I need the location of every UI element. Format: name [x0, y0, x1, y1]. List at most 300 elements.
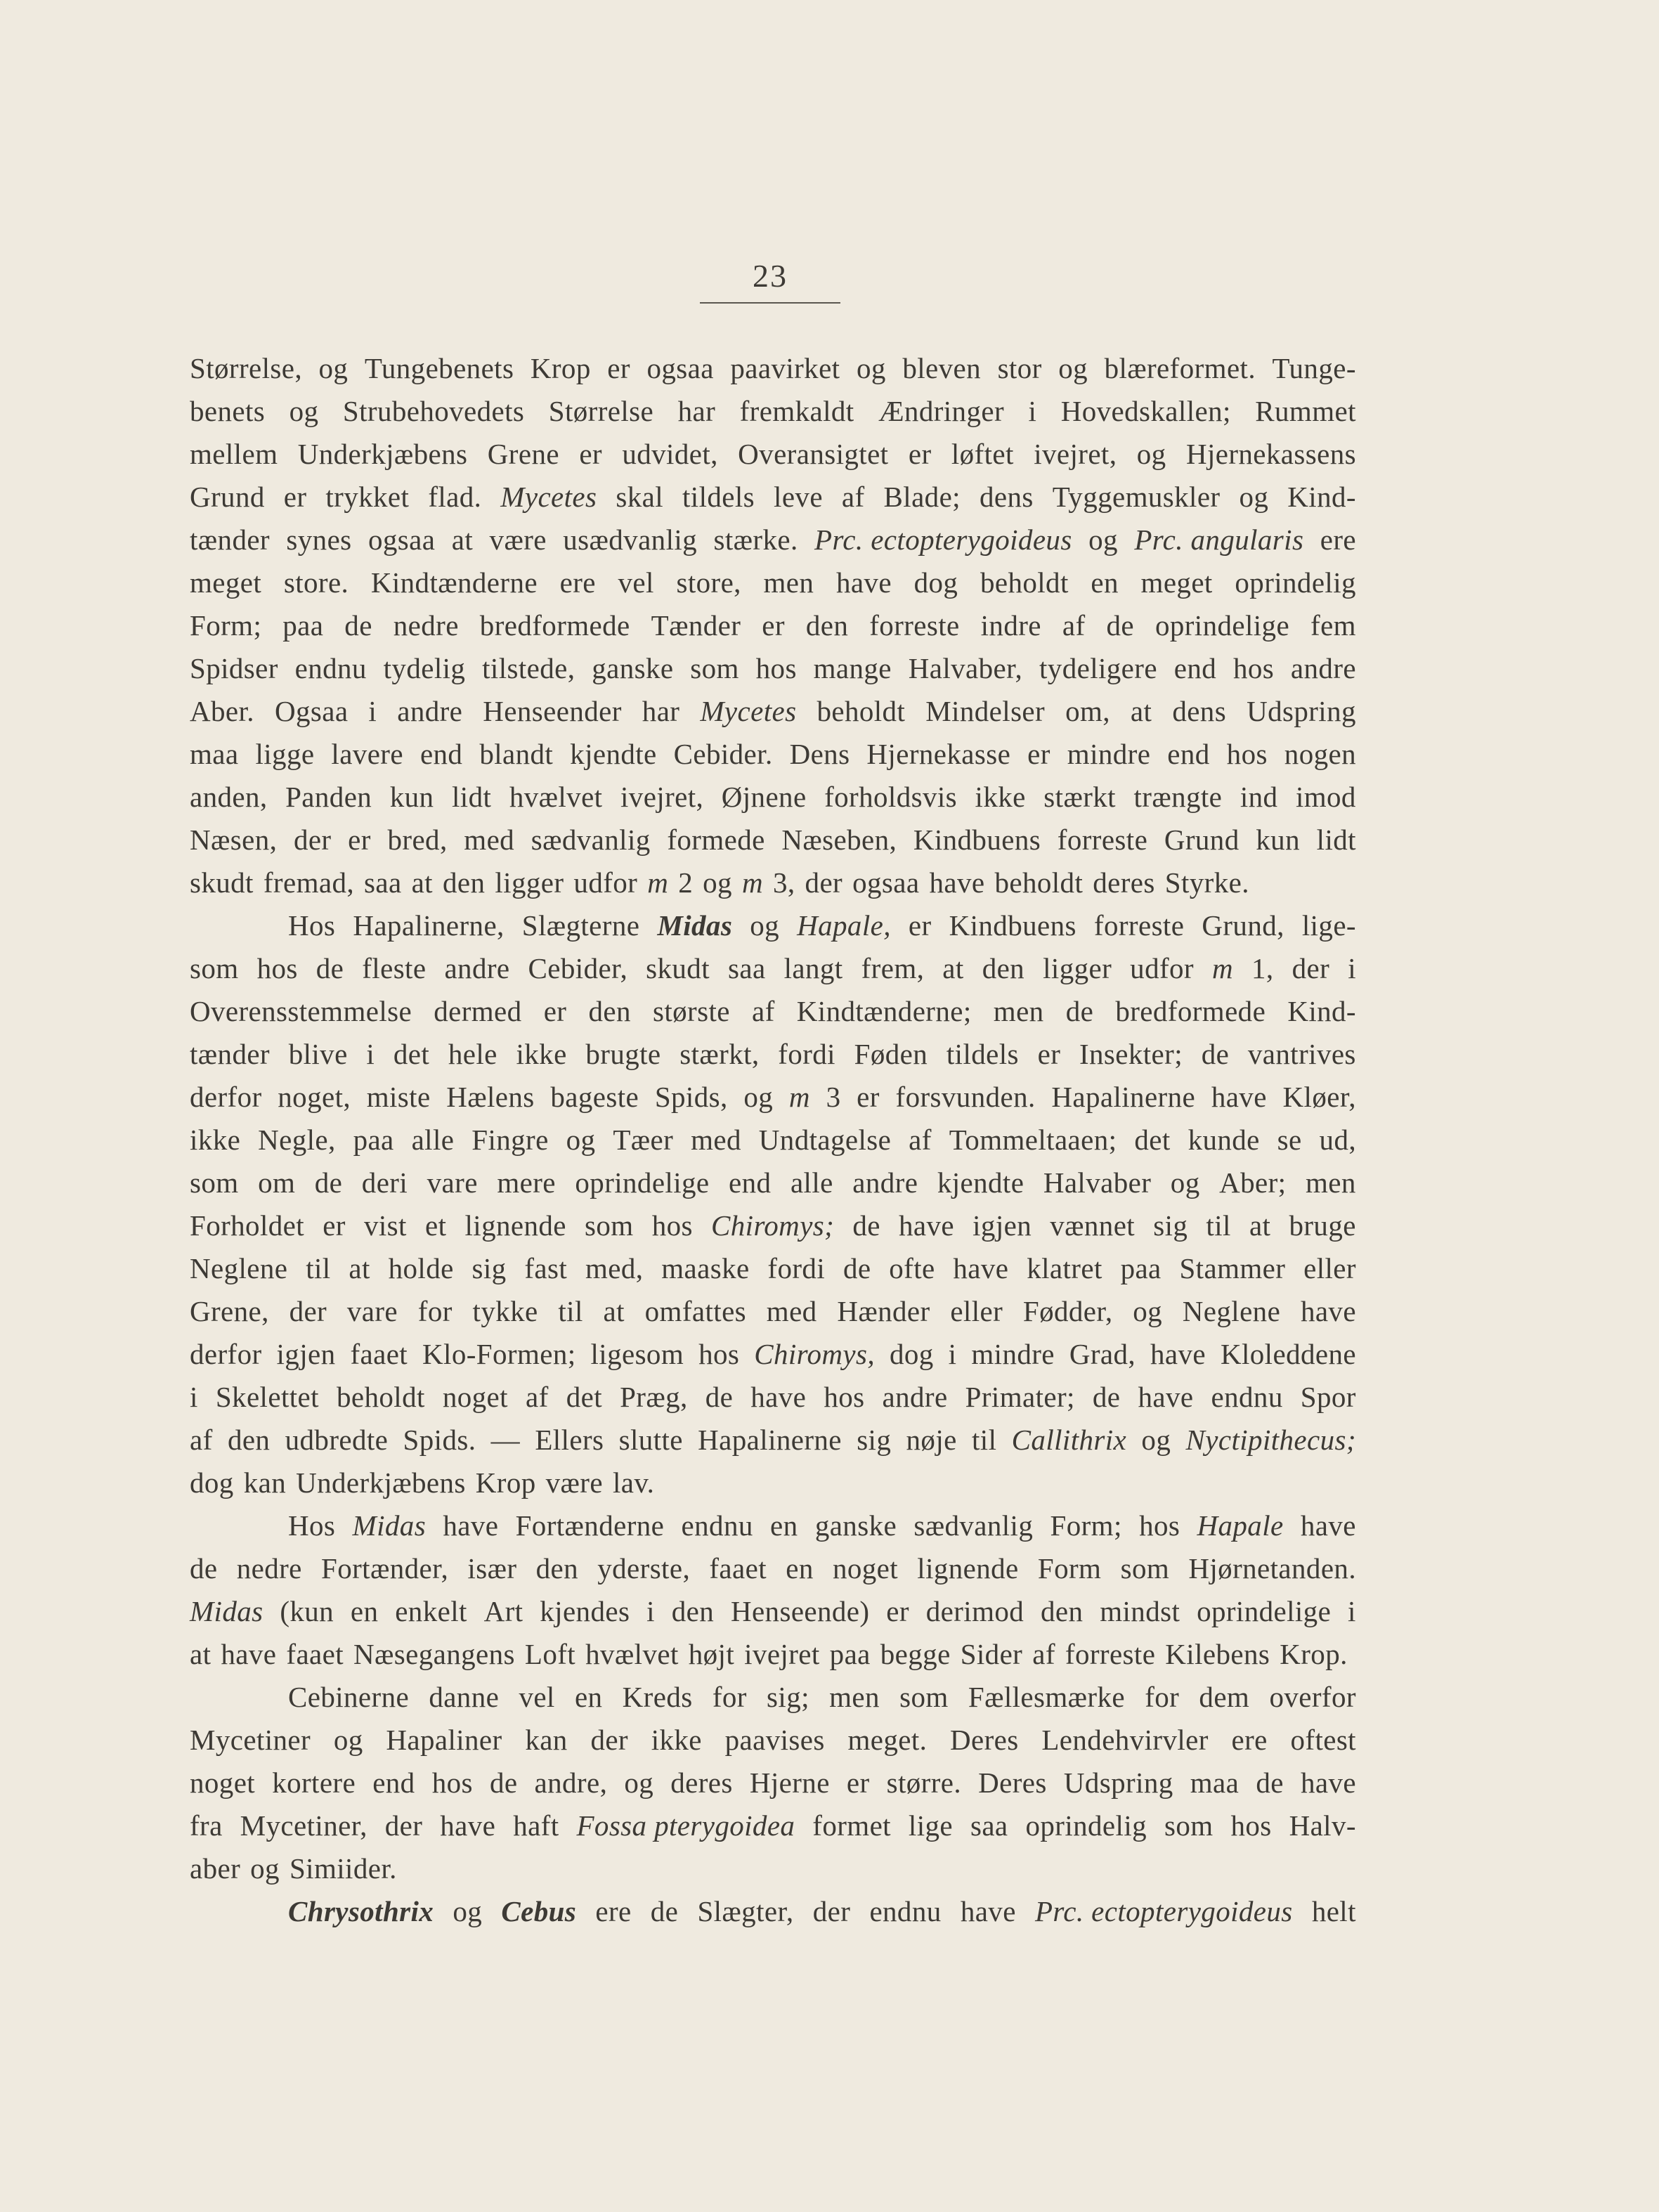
text-line	[190, 561, 1356, 604]
word: derimod	[925, 1595, 1024, 1627]
word: sædvanlig	[531, 824, 651, 856]
word: end	[1167, 738, 1210, 770]
word: Ændringer	[878, 395, 1005, 427]
word: lidt	[1316, 824, 1356, 856]
word: dens	[979, 481, 1034, 513]
word: Overansigtet	[738, 438, 889, 470]
text-line	[190, 390, 1356, 433]
word: fem	[1310, 609, 1356, 642]
word: ikke	[975, 781, 1026, 813]
text-line	[190, 1633, 1356, 1676]
word: sig	[471, 1252, 507, 1284]
word: er	[846, 1767, 870, 1799]
word: og	[1088, 523, 1118, 556]
word: skudt	[646, 952, 710, 984]
text-line	[190, 1804, 1356, 1847]
word: hos	[1139, 1509, 1180, 1542]
word: haft	[513, 1809, 559, 1842]
word: Udspring	[1063, 1767, 1173, 1799]
word: de	[190, 1552, 218, 1585]
word: ere	[595, 1895, 632, 1927]
word: bleven	[902, 352, 982, 384]
text-line	[190, 1547, 1356, 1590]
italic-word: Chrysothrix	[288, 1895, 434, 1927]
italic-word: Midas	[352, 1509, 427, 1542]
text-line	[190, 1890, 1356, 1933]
word: meget	[190, 566, 262, 599]
word: frem,	[861, 952, 925, 984]
word: derfor	[190, 1081, 262, 1113]
word: ganske	[814, 1509, 897, 1542]
word: dog	[889, 1338, 934, 1370]
word: paavirket	[730, 352, 840, 384]
word: tildels	[946, 1038, 1019, 1070]
word: tænder	[190, 1038, 270, 1070]
word: Tungebenets	[364, 352, 514, 384]
word: er	[348, 824, 371, 856]
word: stærkt,	[679, 1038, 760, 1070]
word: og	[1141, 1424, 1171, 1456]
word: Grund	[190, 481, 265, 513]
word: hos	[1232, 652, 1275, 684]
word: benets	[190, 395, 266, 427]
word: de	[1092, 1381, 1121, 1413]
word: maa	[1190, 1767, 1240, 1799]
word: Form;	[190, 609, 262, 642]
word: er	[857, 1081, 880, 1113]
word: forholdsvis	[824, 781, 957, 813]
word: end	[1173, 652, 1217, 684]
word: og	[1133, 1295, 1163, 1327]
word: hos	[256, 952, 298, 984]
word: at	[349, 1252, 370, 1284]
word: fordi	[767, 1252, 826, 1284]
word: Fingre	[471, 1124, 549, 1156]
word: maa	[190, 738, 239, 770]
word: kunde	[1188, 1124, 1260, 1156]
word: Krop.	[1280, 1638, 1348, 1670]
word: Spidser	[190, 652, 278, 684]
word: Hapalinerne,	[353, 909, 505, 942]
word: mindst	[1100, 1595, 1180, 1627]
word: hos	[755, 652, 797, 684]
word: fra	[190, 1809, 223, 1842]
word: den	[442, 866, 486, 899]
word: hele	[448, 1038, 497, 1070]
word: Underkjæbens	[297, 438, 468, 470]
word: de	[842, 1252, 871, 1284]
word: et	[424, 1209, 447, 1242]
word: 2	[678, 866, 694, 899]
word: bageste	[550, 1081, 639, 1113]
word: usædvanlig	[563, 523, 698, 556]
word: men	[993, 995, 1044, 1027]
word: Hovedskallen;	[1060, 395, 1231, 427]
word: have	[221, 1638, 277, 1670]
word: vist	[363, 1209, 407, 1242]
text-line	[190, 776, 1356, 819]
word: tydelig	[383, 652, 466, 684]
word: Størrelse,	[190, 352, 302, 384]
word: Præg,	[620, 1381, 688, 1413]
word: beholdt	[817, 695, 906, 727]
word: udfor	[1130, 952, 1194, 984]
word: noget	[832, 1552, 899, 1585]
word: Lendehvirvler	[1041, 1724, 1209, 1756]
word: anden,	[190, 781, 268, 813]
word: Mindelser	[925, 695, 1046, 727]
word: ligger	[1043, 952, 1112, 984]
word: end	[729, 1166, 772, 1199]
word: være	[489, 523, 547, 556]
word: store,	[676, 566, 741, 599]
text-line	[190, 519, 1356, 561]
word: end	[372, 1767, 415, 1799]
word: eller	[1303, 1252, 1356, 1284]
word: udfor	[573, 866, 638, 899]
word: tænder	[190, 523, 270, 556]
word: Klo-Formen;	[422, 1338, 576, 1370]
word: ikke	[516, 1038, 567, 1070]
word: have	[1300, 1767, 1356, 1799]
word: Kindbuens	[949, 909, 1076, 942]
word: som	[190, 952, 239, 984]
word: og	[1170, 1166, 1200, 1199]
word: er	[1027, 738, 1050, 770]
word: oprindelig	[1025, 1809, 1147, 1842]
word: der	[384, 1809, 423, 1842]
word: hos	[651, 1209, 693, 1242]
word: er	[908, 909, 932, 942]
word: kan	[525, 1724, 568, 1756]
word: deres	[1093, 866, 1155, 899]
word: Primater;	[965, 1381, 1075, 1413]
word: Spor	[1300, 1381, 1356, 1413]
italic-word: Prc. ectopterygoideus	[814, 523, 1072, 556]
word: Cebider.	[673, 738, 773, 770]
word: meget.	[847, 1724, 928, 1756]
word: saa	[364, 866, 402, 899]
word: kjendte	[937, 1166, 1024, 1199]
word: Kilebens	[1165, 1638, 1270, 1670]
word: Slægter,	[697, 1895, 794, 1927]
page-number-rule	[700, 302, 840, 304]
word: noget,	[278, 1081, 351, 1113]
word: en	[770, 1509, 798, 1542]
word: og	[250, 1852, 280, 1885]
text-line	[190, 1247, 1356, 1290]
text-line	[190, 1676, 1356, 1719]
word: mere	[497, 1166, 556, 1199]
word: ikke	[651, 1724, 702, 1756]
word: beholdt	[336, 1381, 425, 1413]
text-line	[190, 1376, 1356, 1419]
word: nogen	[1284, 738, 1356, 770]
word: begge	[880, 1638, 951, 1670]
word: Negle,	[258, 1124, 336, 1156]
word: andre	[1290, 652, 1356, 684]
word: at	[1130, 695, 1152, 727]
word: dog	[190, 1466, 234, 1499]
italic-word: Hapale,	[797, 909, 891, 942]
word: andre	[444, 952, 510, 984]
word: Stammer	[1179, 1252, 1286, 1284]
word: er	[607, 352, 630, 384]
text-line	[190, 1762, 1356, 1804]
word: noget	[442, 1381, 508, 1413]
word: er	[1037, 1038, 1061, 1070]
word: som	[899, 1681, 949, 1713]
italic-word: m	[788, 1081, 810, 1113]
word: vel	[618, 566, 654, 599]
text-line	[190, 1462, 1356, 1504]
word: Spids,	[654, 1081, 728, 1113]
word: trængte	[1133, 781, 1223, 813]
word: igjen	[276, 1338, 336, 1370]
word: meget	[1140, 566, 1213, 599]
word: Spids.	[403, 1424, 476, 1456]
word: det	[566, 1381, 602, 1413]
word: lignende	[464, 1209, 566, 1242]
word: Tænder	[651, 609, 741, 642]
word: Overensstemmelse	[190, 995, 412, 1027]
text-line	[190, 1290, 1356, 1333]
word: i	[948, 1338, 957, 1370]
word: i	[1348, 1595, 1356, 1627]
word: fremad,	[263, 866, 355, 899]
word: saa	[970, 1809, 1008, 1842]
word: formet	[812, 1809, 891, 1842]
word: i	[646, 1595, 655, 1627]
word: brugte	[585, 1038, 661, 1070]
word: til	[558, 1295, 583, 1327]
word: oprindelige	[1154, 609, 1290, 642]
word: de	[344, 609, 372, 642]
word: ind	[1240, 781, 1278, 813]
word: at	[451, 523, 474, 556]
word: faaet	[709, 1552, 767, 1585]
word: andre	[397, 695, 463, 727]
word: med	[766, 1295, 817, 1327]
word: nøje	[906, 1424, 957, 1456]
word: sig	[1153, 1209, 1188, 1242]
word: Hjernekassens	[1185, 438, 1356, 470]
italic-word: Prc. ectopterygoideus	[1034, 1895, 1293, 1927]
word: og	[453, 1895, 483, 1927]
word: Underkjæbens	[296, 1466, 466, 1499]
word: langt	[783, 952, 843, 984]
word: igjen	[972, 1209, 1032, 1242]
word: fast	[524, 1252, 568, 1284]
word: nedre	[393, 609, 459, 642]
word: bredformede	[479, 609, 630, 642]
word: synes	[286, 523, 352, 556]
word: skudt	[190, 866, 254, 899]
text-line	[190, 733, 1356, 776]
word: Ellers	[535, 1424, 604, 1456]
word: Næseben,	[781, 824, 897, 856]
word: Krop	[475, 1466, 536, 1499]
word: den	[1041, 1595, 1084, 1627]
word: paavises	[724, 1724, 825, 1756]
text-line	[190, 647, 1356, 690]
word: den	[805, 609, 849, 642]
word: Tyggemuskler	[1052, 481, 1221, 513]
word: Dens	[789, 738, 850, 770]
word: Halvaber,	[908, 652, 1023, 684]
word: have	[440, 1809, 496, 1842]
word: de	[852, 1209, 880, 1242]
word: sædvanlig	[913, 1509, 1034, 1542]
word: for	[417, 1295, 453, 1327]
word: have	[953, 1252, 1009, 1284]
word: hos	[1230, 1809, 1272, 1842]
italic-word: Chiromys,	[754, 1338, 875, 1370]
word: Hos	[288, 909, 336, 942]
text-line	[190, 1847, 1356, 1890]
word: Udspring	[1247, 695, 1356, 727]
word: imod	[1295, 781, 1356, 813]
word: ogsaa	[646, 352, 714, 384]
word: for	[712, 1681, 747, 1713]
word: største	[653, 995, 730, 1027]
word: beholdt	[994, 866, 1084, 899]
word: enkelt	[395, 1595, 467, 1627]
text-line	[190, 819, 1356, 861]
text-line	[190, 1204, 1356, 1247]
word: er	[323, 1209, 346, 1242]
word: Deres	[950, 1724, 1019, 1756]
word: men	[829, 1681, 880, 1713]
word: saa	[728, 952, 766, 984]
word: se	[1277, 1124, 1302, 1156]
word: Næsen,	[190, 824, 278, 856]
italic-word: Callithrix	[1011, 1424, 1127, 1456]
word: ere	[559, 566, 596, 599]
word: Form;	[1050, 1509, 1122, 1542]
word: fremkaldt	[739, 395, 854, 427]
word: af	[841, 481, 865, 513]
word: Henseender	[483, 695, 622, 727]
text-line	[190, 1504, 1356, 1547]
word: lidt	[452, 781, 492, 813]
word: at	[190, 1638, 212, 1670]
word: har	[642, 695, 680, 727]
word: forreste	[1093, 909, 1185, 942]
word: paa	[829, 1638, 871, 1670]
word: Tunge-	[1272, 352, 1356, 384]
word: have	[898, 1209, 954, 1242]
word: af	[190, 1424, 213, 1456]
word: dem	[1199, 1681, 1250, 1713]
word: Fødder,	[1022, 1295, 1113, 1327]
word: Kind-	[1287, 481, 1356, 513]
word: lavere	[331, 738, 403, 770]
word: som	[190, 1166, 239, 1199]
word: oprindelige	[1197, 1595, 1332, 1627]
italic-word: m	[1212, 952, 1234, 984]
word: Insekter;	[1079, 1038, 1183, 1070]
word: vel	[519, 1681, 555, 1713]
text-line	[190, 433, 1356, 476]
word: der	[812, 1895, 851, 1927]
word: (kun	[280, 1595, 334, 1627]
word: at	[1249, 1209, 1271, 1242]
italic-word: Hapale	[1197, 1509, 1284, 1542]
word: at	[603, 1295, 625, 1327]
word: som	[1164, 1809, 1214, 1842]
word: forreste	[1057, 824, 1148, 856]
word: ivejret	[744, 1638, 820, 1670]
word: lignende	[917, 1552, 1019, 1585]
word: yderste,	[597, 1552, 691, 1585]
word: 3,	[772, 866, 795, 899]
italic-word: Fossa pterygoidea	[576, 1809, 795, 1842]
word: andre,	[534, 1767, 608, 1799]
text-line	[190, 1719, 1356, 1762]
word: Forholdet	[190, 1209, 305, 1242]
word: Hælens	[446, 1081, 535, 1113]
word: have	[835, 566, 892, 599]
italic-word: Midas	[190, 1595, 264, 1627]
word: alle	[790, 1166, 833, 1199]
word: Cebinerne	[288, 1681, 410, 1713]
word: men	[1306, 1166, 1356, 1199]
word: mellem	[190, 438, 278, 470]
text-line	[190, 690, 1356, 733]
word: med	[464, 824, 515, 856]
text-line	[190, 947, 1356, 990]
text-line	[190, 1419, 1356, 1462]
word: skal	[616, 481, 664, 513]
word: blandt	[479, 738, 554, 770]
word: vantrives	[1247, 1038, 1356, 1070]
word: Hjernekasse	[866, 738, 1011, 770]
word: løftet	[951, 438, 1014, 470]
word: højt	[688, 1638, 735, 1670]
word: have	[929, 866, 985, 899]
word: Neglene	[1182, 1295, 1281, 1327]
text-line	[190, 1076, 1356, 1119]
word: den	[671, 1595, 715, 1627]
word: udbredte	[285, 1424, 389, 1456]
word: Kindtænderne	[370, 566, 538, 599]
word: sig	[857, 1424, 892, 1456]
word: have	[1300, 1509, 1356, 1542]
word: hos	[1226, 738, 1268, 770]
word: Simiider.	[289, 1852, 397, 1885]
word: leve	[774, 481, 823, 513]
word: der	[805, 866, 843, 899]
word: Kreds	[622, 1681, 693, 1713]
word: paa	[1120, 1252, 1162, 1284]
word: og	[289, 395, 319, 427]
word: Hapalinerne	[1051, 1081, 1196, 1113]
word: med	[691, 1124, 741, 1156]
word: større.	[886, 1767, 962, 1799]
word: og	[1239, 481, 1269, 513]
word: mindre	[971, 1338, 1055, 1370]
word: endnu	[869, 1895, 942, 1927]
word: en	[574, 1681, 603, 1713]
word: af	[1062, 609, 1086, 642]
word: er	[908, 438, 932, 470]
word: vare	[427, 1166, 478, 1199]
word: Art	[483, 1595, 523, 1627]
word: omfattes	[644, 1295, 747, 1327]
word: den	[588, 995, 631, 1027]
word: være	[545, 1466, 603, 1499]
